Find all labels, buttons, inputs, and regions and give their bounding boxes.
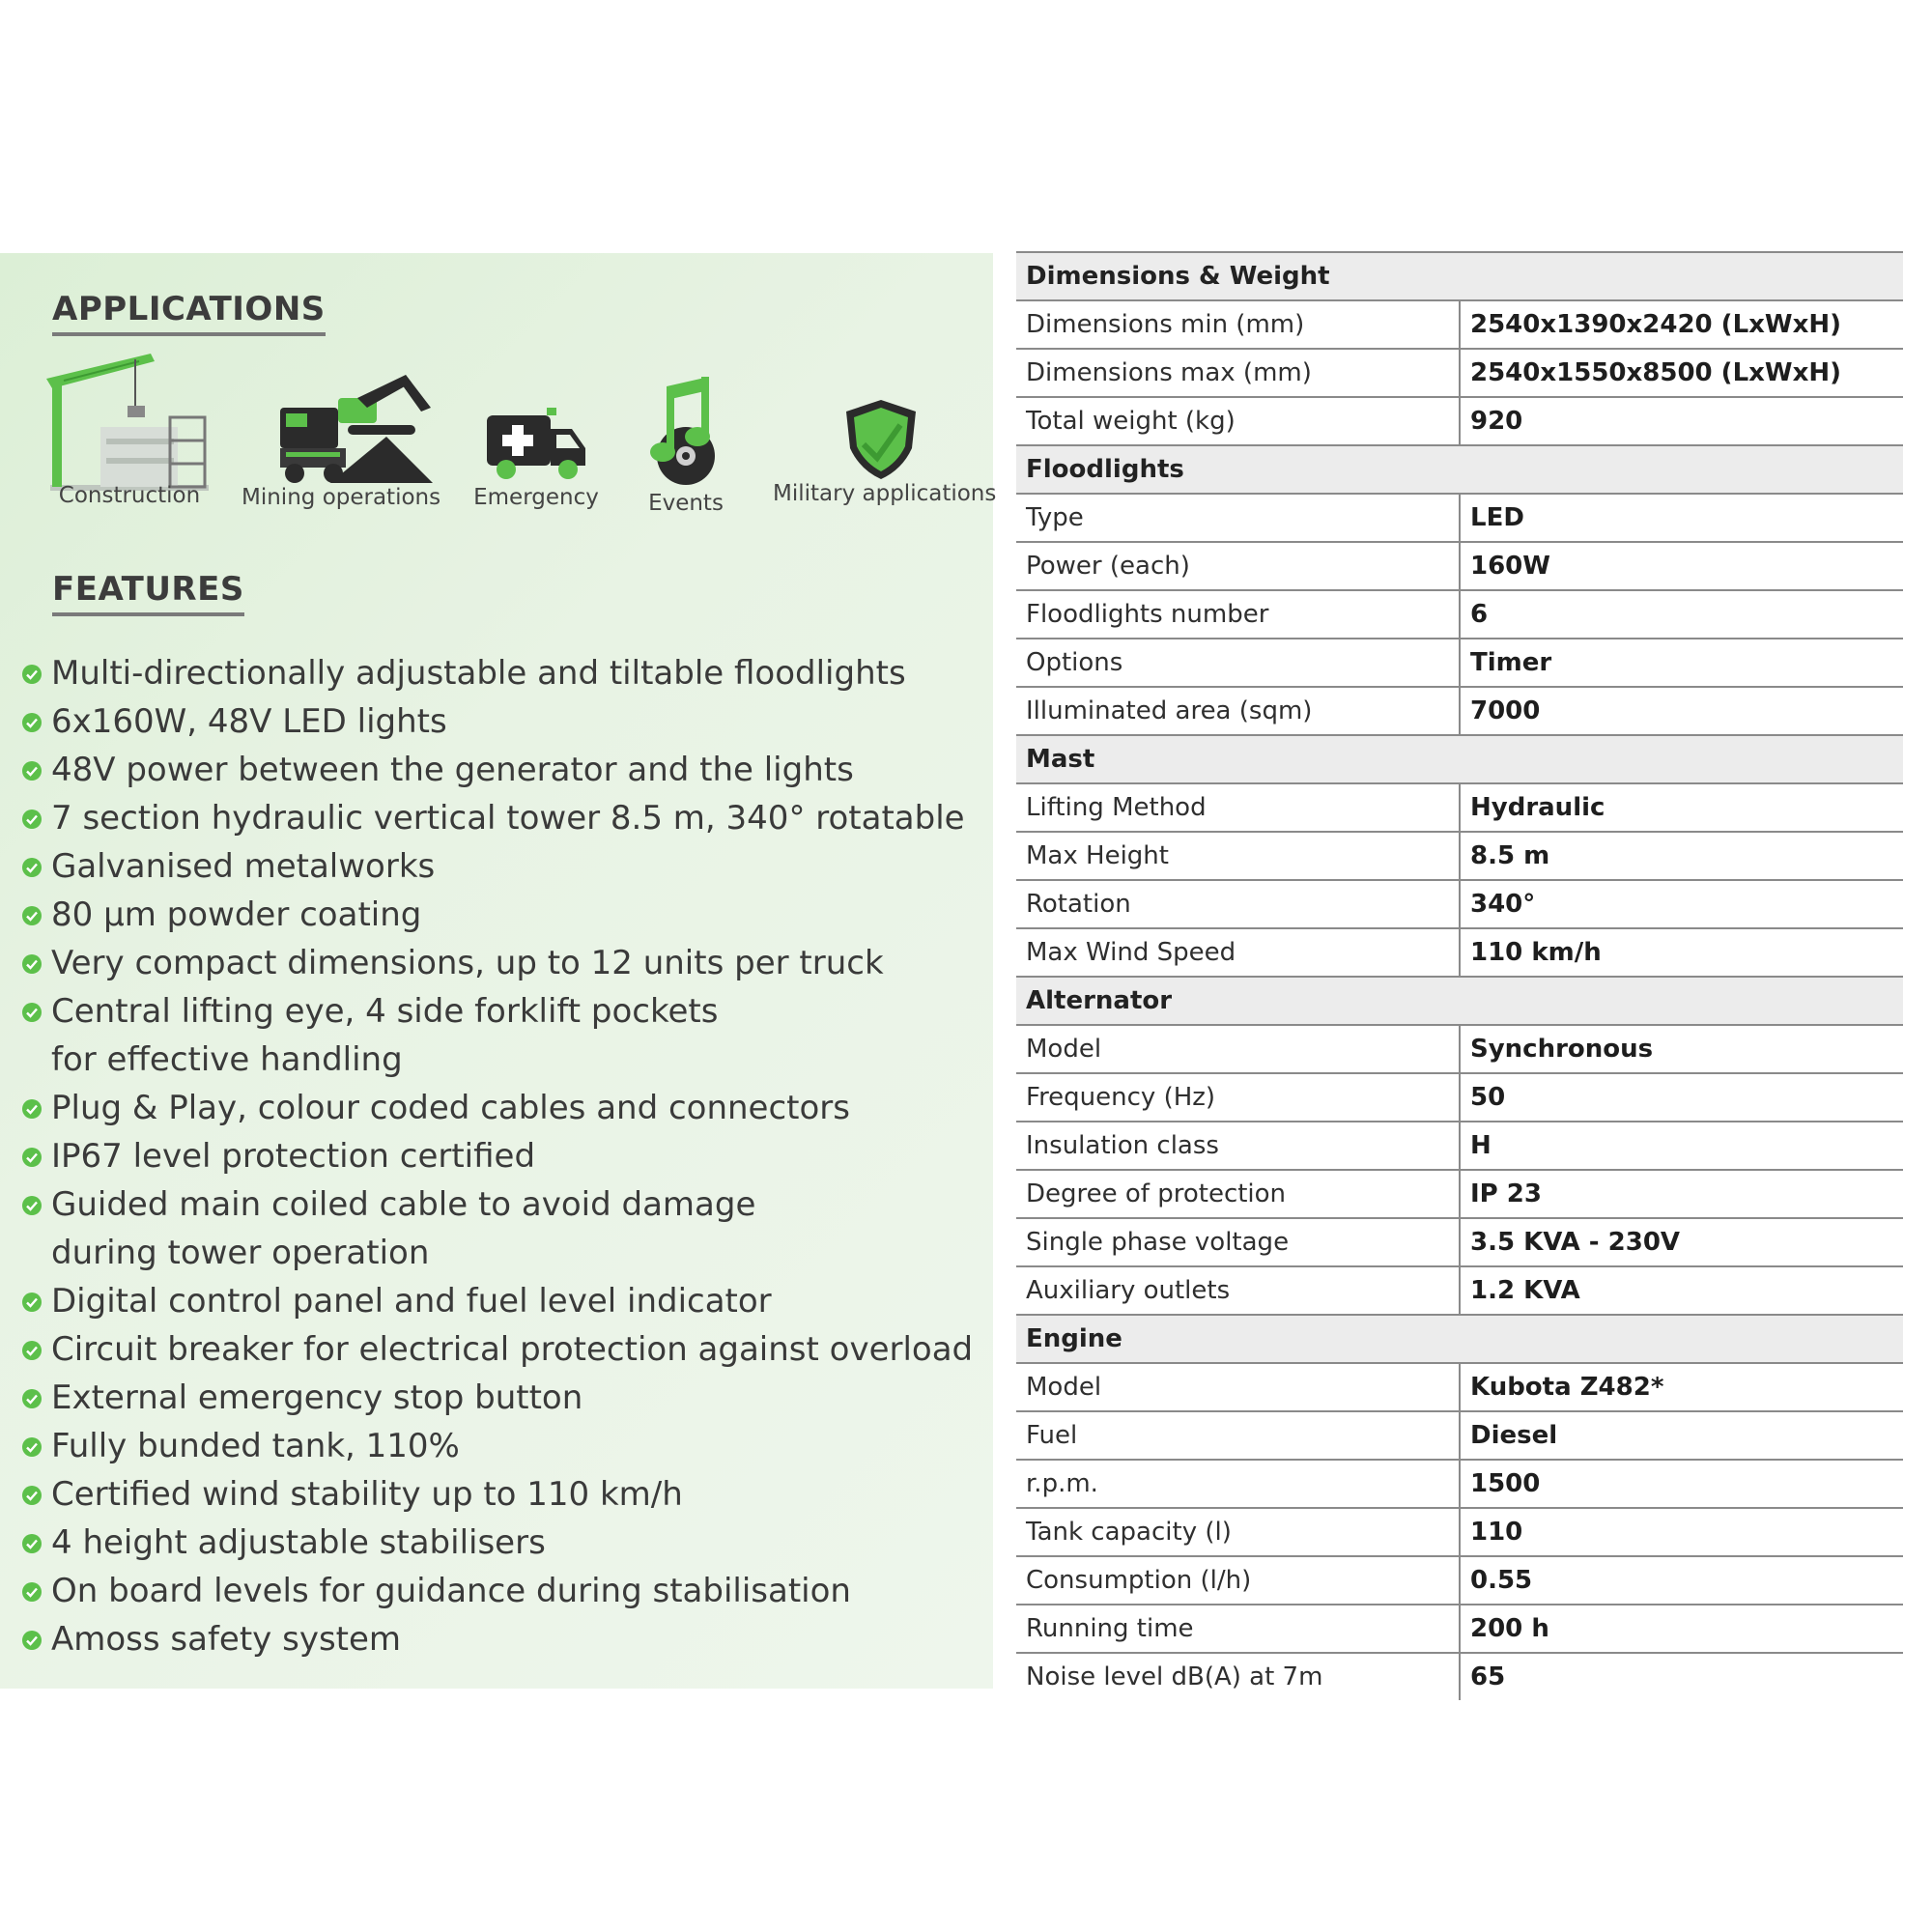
check-icon (21, 905, 43, 926)
spec-label: Running time (1016, 1605, 1460, 1653)
spec-label: Model (1016, 1025, 1460, 1073)
spec-value: 2540x1390x2420 (LxWxH) (1460, 300, 1903, 349)
feature-text: Fully bunded tank, 110% (51, 1427, 460, 1465)
spec-value: 110 km/h (1460, 928, 1903, 977)
spec-value: 7000 (1460, 687, 1903, 735)
feature-text: 7 section hydraulic vertical tower 8.5 m, 340° rotatable (51, 799, 965, 838)
feature-item (21, 987, 973, 1084)
spec-value: 8.5 m (1460, 832, 1903, 880)
spec-row (1016, 783, 1903, 832)
spec-value: 3.5 KVA - 230V (1460, 1218, 1903, 1266)
spec-group-engine (1016, 1315, 1903, 1363)
app-item-emergency (469, 408, 604, 514)
ambulance-icon (483, 408, 589, 485)
spec-label: Noise level dB(A) at 7m (1016, 1653, 1460, 1700)
spec-row (1016, 1073, 1903, 1122)
check-icon (21, 664, 43, 685)
spec-row (1016, 639, 1903, 687)
feature-item (21, 1374, 973, 1422)
feature-text: External emergency stop button (51, 1378, 583, 1417)
spec-value: Kubota Z482* (1460, 1363, 1903, 1411)
spec-label: Lifting Method (1016, 783, 1460, 832)
feature-item (21, 1325, 973, 1374)
feature-text: 4 height adjustable stabilisers (51, 1523, 546, 1562)
spec-group-title: Engine (1016, 1315, 1903, 1363)
spec-row (1016, 494, 1903, 542)
spec-label: Consumption (l/h) (1016, 1556, 1460, 1605)
spec-value: IP 23 (1460, 1170, 1903, 1218)
check-icon (21, 1098, 43, 1120)
spec-row (1016, 1460, 1903, 1508)
spec-row (1016, 1170, 1903, 1218)
spec-label: Model (1016, 1363, 1460, 1411)
spec-row (1016, 1556, 1903, 1605)
check-icon (21, 712, 43, 733)
feature-item (21, 794, 973, 842)
spec-value: LED (1460, 494, 1903, 542)
feature-item (21, 939, 973, 987)
spec-row (1016, 1363, 1903, 1411)
feature-item (21, 746, 973, 794)
features-heading: FEATURES (52, 570, 244, 616)
feature-text: 80 μm powder coating (51, 895, 422, 934)
feature-item (21, 842, 973, 891)
spec-row (1016, 1653, 1903, 1700)
spec-value: 2540x1550x8500 (LxWxH) (1460, 349, 1903, 397)
spec-value: 200 h (1460, 1605, 1903, 1653)
spec-group-mast (1016, 735, 1903, 783)
spec-label: Options (1016, 639, 1460, 687)
feature-text: Multi-directionally adjustable and tiltable floodlights (51, 654, 906, 693)
check-icon (21, 857, 43, 878)
app-label-military: Military applications (773, 481, 997, 506)
spec-label: Total weight (kg) (1016, 397, 1460, 445)
feature-item (21, 697, 973, 746)
app-label-emergency: Emergency (473, 485, 599, 510)
check-icon (21, 1436, 43, 1458)
app-item-construction (43, 350, 216, 509)
spec-row (1016, 1122, 1903, 1170)
check-icon (21, 1147, 43, 1168)
spec-label: Rotation (1016, 880, 1460, 928)
feature-item (21, 1615, 973, 1663)
spec-label: Dimensions max (mm) (1016, 349, 1460, 397)
spec-row (1016, 300, 1903, 349)
spec-value: 1.2 KVA (1460, 1266, 1903, 1315)
check-icon (21, 1581, 43, 1603)
spec-group-title: Floodlights (1016, 445, 1903, 494)
spec-label: Floodlights number (1016, 590, 1460, 639)
spec-label: Degree of protection (1016, 1170, 1460, 1218)
feature-item (21, 1519, 973, 1567)
spec-label: Frequency (Hz) (1016, 1073, 1460, 1122)
feature-text: Very compact dimensions, up to 12 units per truck (51, 944, 884, 982)
music-note-disc-icon (638, 373, 734, 489)
spec-value: Timer (1460, 639, 1903, 687)
app-label-events: Events (648, 491, 724, 516)
feature-item (21, 1084, 973, 1132)
check-icon (21, 1292, 43, 1313)
spec-label: Tank capacity (l) (1016, 1508, 1460, 1556)
spec-value: 50 (1460, 1073, 1903, 1122)
app-label-construction: Construction (58, 483, 201, 508)
excavator-truck-icon (242, 369, 435, 490)
spec-group-title: Dimensions & Weight (1016, 252, 1903, 300)
feature-item (21, 649, 973, 697)
spec-label: Fuel (1016, 1411, 1460, 1460)
feature-text: Galvanised metalworks (51, 847, 436, 886)
spec-group-floodlights (1016, 445, 1903, 494)
app-label-mining: Mining operations (242, 485, 441, 510)
check-icon (21, 1485, 43, 1506)
feature-text: Guided main coiled cable to avoid damage during tower operation (51, 1185, 756, 1272)
spec-label: Auxiliary outlets (1016, 1266, 1460, 1315)
spec-value: 6 (1460, 590, 1903, 639)
check-icon (21, 1002, 43, 1023)
applications-heading: APPLICATIONS (52, 290, 326, 336)
check-icon (21, 1340, 43, 1361)
feature-text: 48V power between the generator and the lights (51, 751, 854, 789)
spec-value: 340° (1460, 880, 1903, 928)
spec-value: 920 (1460, 397, 1903, 445)
feature-item (21, 1567, 973, 1615)
check-icon (21, 1388, 43, 1409)
feature-text: Amoss safety system (51, 1620, 402, 1659)
feature-text: 6x160W, 48V LED lights (51, 702, 447, 741)
spec-value: Diesel (1460, 1411, 1903, 1460)
spec-label: Insulation class (1016, 1122, 1460, 1170)
spec-label: Max Height (1016, 832, 1460, 880)
check-icon (21, 809, 43, 830)
check-icon (21, 1630, 43, 1651)
spec-group-alternator (1016, 977, 1903, 1025)
feature-text: Circuit breaker for electrical protection against overload (51, 1330, 974, 1369)
spec-row (1016, 1508, 1903, 1556)
feature-item (21, 1132, 973, 1180)
feature-text: Plug & Play, colour coded cables and connectors (51, 1089, 850, 1127)
spec-row (1016, 1411, 1903, 1460)
spec-row (1016, 687, 1903, 735)
spec-value: H (1460, 1122, 1903, 1170)
spec-value: 1500 (1460, 1460, 1903, 1508)
feature-item (21, 1422, 973, 1470)
spec-value: Synchronous (1460, 1025, 1903, 1073)
feature-item (21, 1470, 973, 1519)
spec-row (1016, 397, 1903, 445)
spec-row (1016, 880, 1903, 928)
spec-value: 65 (1470, 1662, 1506, 1691)
app-item-events (628, 373, 744, 518)
check-icon (21, 1195, 43, 1216)
spec-group-title: Mast (1016, 735, 1903, 783)
spec-row (1016, 1025, 1903, 1073)
check-icon (21, 760, 43, 781)
feature-text: Central lifting eye, 4 side forklift pockets for effective handling (51, 992, 719, 1079)
feature-text: IP67 level protection certified (51, 1137, 536, 1176)
feature-item (21, 891, 973, 939)
feature-item (21, 1277, 973, 1325)
spec-label: Power (each) (1016, 542, 1460, 590)
check-icon (21, 953, 43, 975)
spec-label: Single phase voltage (1016, 1218, 1460, 1266)
applications-features-panel (0, 253, 997, 1689)
spec-label: Dimensions min (mm) (1016, 300, 1460, 349)
specifications-table (1016, 251, 1903, 1700)
spec-group-title: Alternator (1016, 977, 1903, 1025)
shield-icon (842, 398, 920, 481)
spec-label: Max Wind Speed (1016, 928, 1460, 977)
check-icon (21, 1533, 43, 1554)
spec-label: Type (1016, 494, 1460, 542)
spec-row (1016, 349, 1903, 397)
spec-label: r.p.m. (1016, 1460, 1460, 1508)
app-item-military (773, 398, 997, 514)
feature-text: Certified wind stability up to 110 km/h (51, 1475, 683, 1514)
spec-row (1016, 1266, 1903, 1315)
spec-row (1016, 590, 1903, 639)
spec-row (1016, 1605, 1903, 1653)
feature-item (21, 1180, 973, 1277)
spec-value: Hydraulic (1460, 783, 1903, 832)
spec-value: 110 (1460, 1508, 1903, 1556)
feature-text: Digital control panel and fuel level indicator (51, 1282, 772, 1321)
features-list (21, 649, 973, 1663)
spec-value: 160W (1460, 542, 1903, 590)
spec-row (1016, 1218, 1903, 1266)
crane-construction-icon (43, 350, 216, 495)
spec-row (1016, 542, 1903, 590)
feature-text: On board levels for guidance during stabilisation (51, 1572, 851, 1610)
app-item-mining (242, 369, 441, 514)
spec-group-dimensions-weight (1016, 252, 1903, 300)
spec-label: Illuminated area (sqm) (1016, 687, 1460, 735)
spec-row (1016, 928, 1903, 977)
spec-value: 0.55 (1460, 1556, 1903, 1605)
spec-row (1016, 832, 1903, 880)
